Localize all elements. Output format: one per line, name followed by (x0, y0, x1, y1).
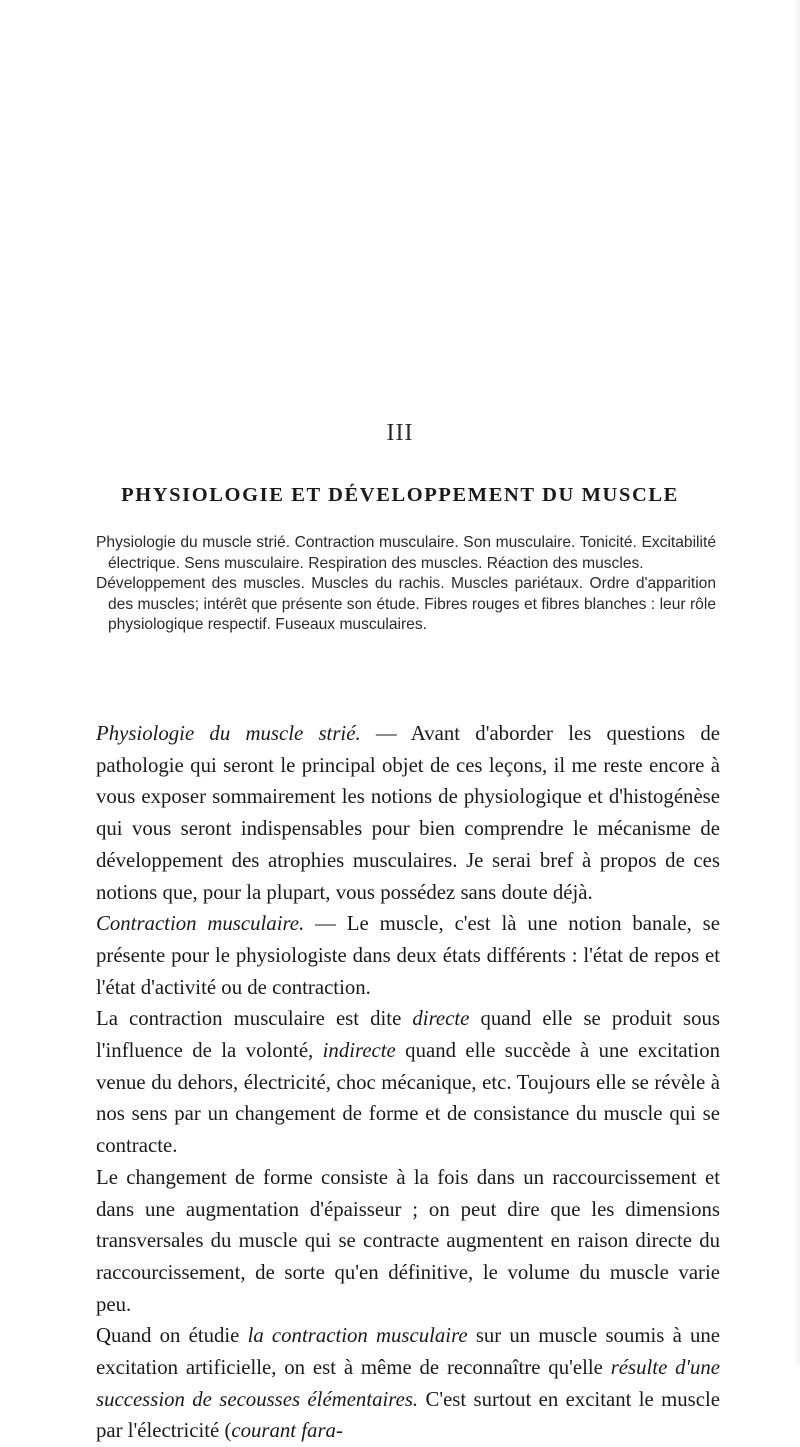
paragraph-contraction (96, 908, 720, 1003)
text-span: quand elle se produit sous l'influence de la volonté, (96, 1007, 720, 1063)
paragraph-artificial-excitation (96, 1320, 720, 1447)
summary-paragraph-physiology: Physiologie du muscle strié. Contraction musculaire. Son musculaire. Tonicité. Excitabilité électrique. Sens musculaire. Respiration des muscles. Réaction des muscles. (96, 534, 716, 572)
text-span: sur un muscle soumis à une excitation artificielle, on est à même de reconnaître qu'elle (96, 1324, 721, 1380)
body-text (96, 718, 720, 1447)
emphasis-secousses: résulte d'une succession de secousses élémentaires. (96, 1356, 721, 1411)
section-heading-contraction: Contraction musculaire. (96, 912, 305, 936)
summary-paragraph-development: Développement des muscles. Muscles du rachis. Muscles pariétaux. Ordre d'apparition des muscles; intérêt que présente son étude. Fibres rouges et fibres blanches : leur rôle physiologique respectif. Fuseaux musculaires. (96, 575, 716, 634)
paragraph-physiology-text: — Avant d'aborder les questions de pathologie qui seront le principal objet de ces leçons, il me reste encore à vous exposer sommairement les notions de physiologique et d'histogénèse qui vous seront indispensables pour bien comprendre le mécanisme de développement des atrophies musculaires. Je serai bref à propos de ces notions que, pour la plupart, vous possédez sans doute déjà. (96, 722, 720, 904)
text-span: C'est surtout en excitant le muscle par l'électricité ( (96, 1387, 720, 1443)
text-span: quand elle succède à une excitation venue du dehors, électricité, choc mécanique, etc. Toujours elle se révèle à nos sens par un changement de forme et de consistance du muscle qui se contracte. (96, 1039, 720, 1158)
text-span: La contraction musculaire est dite (96, 1007, 413, 1031)
page-edge (794, 0, 800, 1365)
text-span: Quand on étudie (96, 1324, 248, 1348)
paragraph-contraction-text: — Le muscle, c'est là une notion banale, se présente pour le physiologiste dans deux états différents : l'état de repos et l'état d'activité ou de contraction. (96, 912, 720, 999)
chapter-number: III (386, 420, 414, 446)
paragraph-shape-change: Le changement de forme consiste à la fois dans un raccourcissement et dans une augmentation d'épaisseur ; on peut dire que les dimensions transversales du muscle qui se contracte augmentent en raison directe du raccourcissement, de sorte qu'en définitive, le volume du muscle varie peu. (96, 1165, 720, 1316)
emphasis-courant: courant fara- (231, 1419, 343, 1443)
paragraph-direct-indirect (96, 1003, 720, 1162)
emphasis-indirecte: indirecte (322, 1039, 396, 1063)
paragraph-physiology (96, 718, 720, 908)
emphasis-directe: directe (412, 1007, 470, 1031)
chapter-summary (96, 533, 716, 636)
emphasis-contraction: la contraction musculaire (247, 1324, 468, 1348)
section-heading-physiology: Physiologie du muscle strié. (96, 722, 361, 745)
chapter-title: PHYSIOLOGIE ET DÉVELOPPEMENT DU MUSCLE (121, 484, 679, 506)
